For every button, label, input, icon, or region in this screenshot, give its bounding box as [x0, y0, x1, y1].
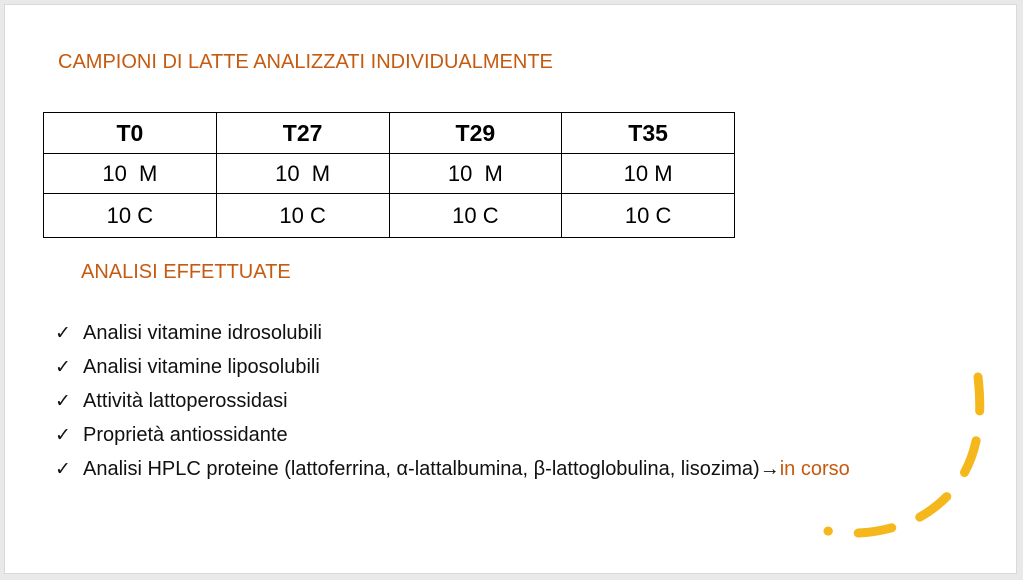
table-cell: 10 C — [44, 194, 217, 238]
list-item — [53, 355, 933, 380]
list-item-label: Attività lattoperossidasi — [83, 390, 288, 412]
status-in-progress: in corso — [779, 458, 850, 480]
table-row — [44, 154, 735, 194]
table-cell: 10 M — [562, 154, 735, 194]
header-t29: T29 — [389, 113, 562, 154]
table-cell: 10 C — [389, 194, 562, 238]
list-item-label: Analisi vitamine idrosolubili — [83, 322, 322, 344]
check-icon: ✓ — [55, 424, 71, 446]
table-cell: 10 C — [216, 194, 389, 238]
check-icon: ✓ — [55, 458, 71, 480]
list-item — [53, 389, 933, 414]
table-cell: 10 M — [44, 154, 217, 194]
list-item — [53, 321, 933, 346]
header-t35: T35 — [562, 113, 735, 154]
samples-table — [43, 112, 735, 238]
table-cell: 10 M — [216, 154, 389, 194]
header-t0: T0 — [44, 113, 217, 154]
list-item-label: Analisi HPLC proteine (lattoferrina, α-lattalbumina, β-lattoglobulina, lisozima)→ — [83, 458, 780, 480]
section-title: ANALISI EFFETTUATE — [81, 261, 291, 283]
check-icon: ✓ — [55, 390, 71, 412]
analyses-list — [53, 321, 933, 491]
list-item-label: Analisi vitamine liposolubili — [83, 356, 320, 378]
check-icon: ✓ — [55, 322, 71, 344]
list-item-label: Proprietà antiossidante — [83, 424, 288, 446]
slide-title: CAMPIONI DI LATTE ANALIZZATI INDIVIDUALMENTE — [58, 51, 553, 73]
table-header-row — [44, 113, 735, 154]
table-cell: 10 M — [389, 154, 562, 194]
header-t27: T27 — [216, 113, 389, 154]
list-item — [53, 457, 933, 482]
dashed-arc-decoration — [820, 367, 995, 547]
table-row — [44, 194, 735, 238]
slide — [4, 4, 1017, 574]
check-icon: ✓ — [55, 356, 71, 378]
dashed-arc-path — [828, 377, 980, 533]
list-item — [53, 423, 933, 448]
table-cell: 10 C — [562, 194, 735, 238]
